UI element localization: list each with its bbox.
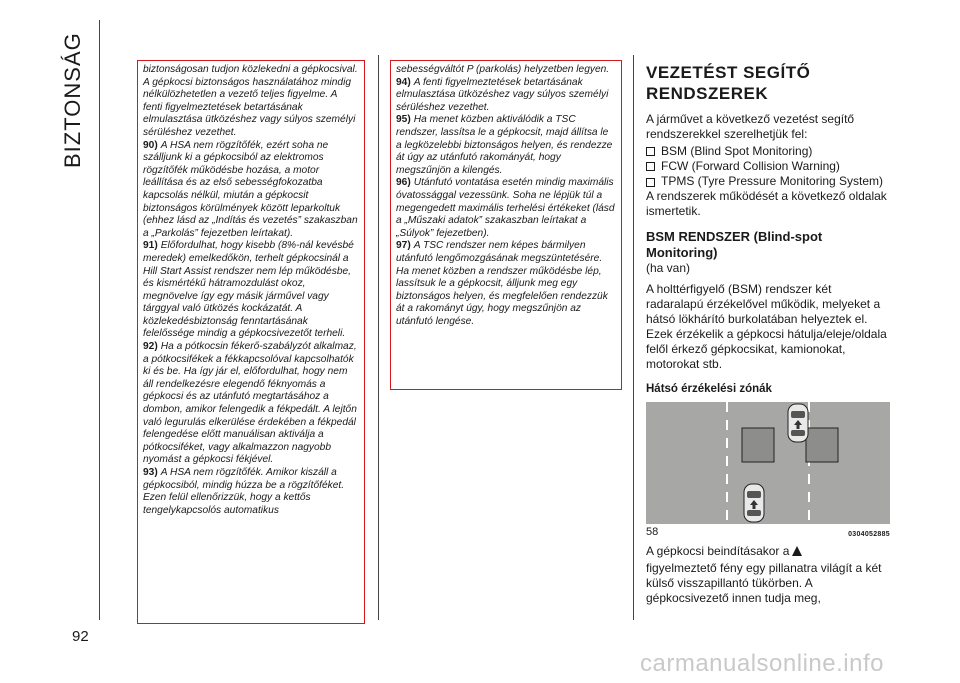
checkbox-square-icon — [646, 178, 655, 187]
after-bullets-text: A rendszerek működését a következő oldalak ismertetik. — [646, 189, 887, 218]
list-item: BSM (Blind Spot Monitoring) — [646, 144, 890, 159]
warning-note — [143, 467, 359, 517]
bsm-subheading: BSM RENDSZER (Blind-spot Monitoring) — [646, 229, 823, 260]
warning-notes-column-1 — [137, 60, 365, 624]
list-item: FCW (Forward Collision Warning) — [646, 159, 890, 174]
host-car-icon — [788, 404, 808, 442]
note-number: 92) — [143, 341, 158, 353]
bsm-description: A holttérfigyelő (BSM) rendszer két radaralapú érzékelővel működik, melyeket a hátsó lökhárító burkolatában helyeztek el. Ezek érzékelik a gépkocsi hátulja/eleje/oldala felől érkező gépkocsikat, kamionokat, motorokat stb. — [646, 282, 887, 371]
note-number: 90) — [143, 139, 158, 151]
warning-notes-column-2 — [390, 60, 622, 390]
figure-number: 58 — [646, 526, 659, 538]
note-text: Ha a pótkocsin fékerő-szabályzót alkalmaz, a pótkocsifékek a fékkapcsolóval kapcsolhatók ki és be. Ha így jár el, előfordulhat, hogy nem áll rendelkezésre elegendő féknyomás a gépkocsi és az utánfutó megtartásához a dombon, amikor felengedik a fékpedált. A lejtőn való legurulás elkerülése érdekében a fékpedál felengedése előtt manuálisan aktiválja a pótkocsiféket, vagy alkalmazzon nagyobb nyomást a gépkocsi fékjével. — [143, 341, 357, 466]
optional-note: (ha van) — [646, 261, 691, 275]
note-number: 94) — [396, 76, 411, 88]
warning-note — [143, 341, 359, 467]
approaching-car-icon — [744, 484, 764, 522]
note-text: Előfordulhat, hogy kisebb (8%-nál kevésbé meredek) emelkedőkön, terhelt gépkocsinál a Hill Start Assist rendszer nem lép működésbe, és kismértékű hátramozdulást okoz, megnövelve így egy másik járművel vagy tárggyal való ütközés kockázatát. A közlekedésbiztonság fenntartásának felelőssége mindig a gépkocsivezetőt terheli. — [143, 240, 354, 340]
figure-code: 0304052885 — [848, 531, 890, 538]
warning-note — [396, 114, 616, 177]
note-number: 93) — [143, 467, 158, 478]
left-detection-zone — [742, 428, 774, 462]
note-number: 91) — [143, 240, 158, 252]
section-heading: VEZETÉST SEGÍTŐ RENDSZEREK — [646, 63, 811, 103]
note-number: 97) — [396, 240, 411, 252]
checkbox-square-icon — [646, 147, 655, 156]
warning-note — [396, 240, 616, 328]
column-separator — [378, 55, 379, 620]
warning-note — [396, 177, 616, 240]
note-text: A TSC rendszer nem képes bármilyen utánfutó lengőmozgásának megszüntetésére. Ha menet közben a rendszer működésbe lép, lassítsuk le a gépkocsit, álljunk meg egy biztonságos helyen, és megfelelően rendezzük át a rakományt úgy, hogy megszűnjön az utánfutó lengése. — [396, 240, 608, 327]
note-text: A HSA nem rögzítőfék. Amikor kiszáll a gépkocsiból, mindig húzza be a rögzítőféket. Ezen felül ellenőrizzük, hogy a kettős tengelykapcsolós automatikus — [143, 467, 345, 516]
warning-note — [396, 64, 616, 77]
note-text: Utánfutó vontatása esetén mindig maximális óvatossággal vezessünk. Soha ne lépjük túl a megengedett maximális terhelési értékeket (lásd a „Műszaki adatok” szakaszban leírtakat a „Súlyok” fejezetben). — [396, 177, 615, 239]
column-separator — [633, 55, 634, 620]
right-detection-zone — [806, 428, 838, 462]
note-text: sebességváltót P (parkolás) helyzetben legyen. — [396, 64, 610, 75]
driver-assist-section — [646, 62, 890, 608]
side-rule — [99, 20, 100, 620]
figure-caption — [646, 525, 890, 542]
note-text: A fenti figyelmeztetések betartásának elmulasztása ütközéshez vagy súlyos személyi sérüléshez vezethet. — [396, 76, 609, 113]
figure-title: Hátsó érzékelési zónák — [646, 383, 772, 395]
bullet-list — [646, 144, 890, 189]
checkbox-square-icon — [646, 162, 655, 171]
note-text: A HSA nem rögzítőfék, ezért soha ne szálljunk ki a gépkocsiból az elektromos rögzítőfék működésbe hozása, a motor leállítása és az első sebességfokozatba kapcsolás nélkül, miután a gépkocsit biztonságos körülmények között leparkoltuk (ehhez lásd az „Indítás és vezetés” szakaszban a „Parkolás” fejezetben leírtakat). — [143, 139, 358, 239]
startup-text-continued: figyelmeztető fény egy pillanatra világít a két külső visszapillantó tükörben. A gépkocsivezető innen tudja meg, — [646, 561, 882, 605]
list-item: TPMS (Tyre Pressure Monitoring System) — [646, 174, 890, 189]
note-text: biztonságosan tudjon közlekedni a gépkocsival. A gépkocsi biztonságos használatához mindig nélkülözhetetlen a vezető teljes figyelme. A fenti figyelmeztetések betartásának elmulasztása ütközéshez vagy súlyos személyi sérüléshez vezethet. — [143, 64, 358, 138]
section-side-title: BIZTONSÁG — [60, 32, 85, 168]
warning-note — [143, 140, 359, 241]
startup-text: A gépkocsi beindításakor a — [646, 544, 890, 559]
intro-text: A járművet a következő vezetést segítő rendszerekkel szerelhetjük fel: — [646, 112, 855, 141]
warning-note — [396, 77, 616, 115]
note-number: 96) — [396, 177, 411, 189]
detection-zones-diagram — [646, 402, 890, 524]
warning-triangle-icon — [792, 546, 802, 556]
note-text: Ha menet közben aktiválódik a TSC rendszer, lassítsa le a gépkocsit, majd állítsa le a legközelebbi biztonságos helyen, és rendezze át úgy az utánfutó rakományát, hogy megszűnjön a kilengés. — [396, 114, 613, 176]
note-number: 95) — [396, 114, 411, 126]
page-number: 92 — [72, 628, 89, 645]
detection-zones-figure — [646, 402, 890, 524]
warning-note — [143, 240, 359, 341]
watermark: carmanualsonline.info — [640, 650, 884, 677]
warning-note — [143, 64, 359, 140]
